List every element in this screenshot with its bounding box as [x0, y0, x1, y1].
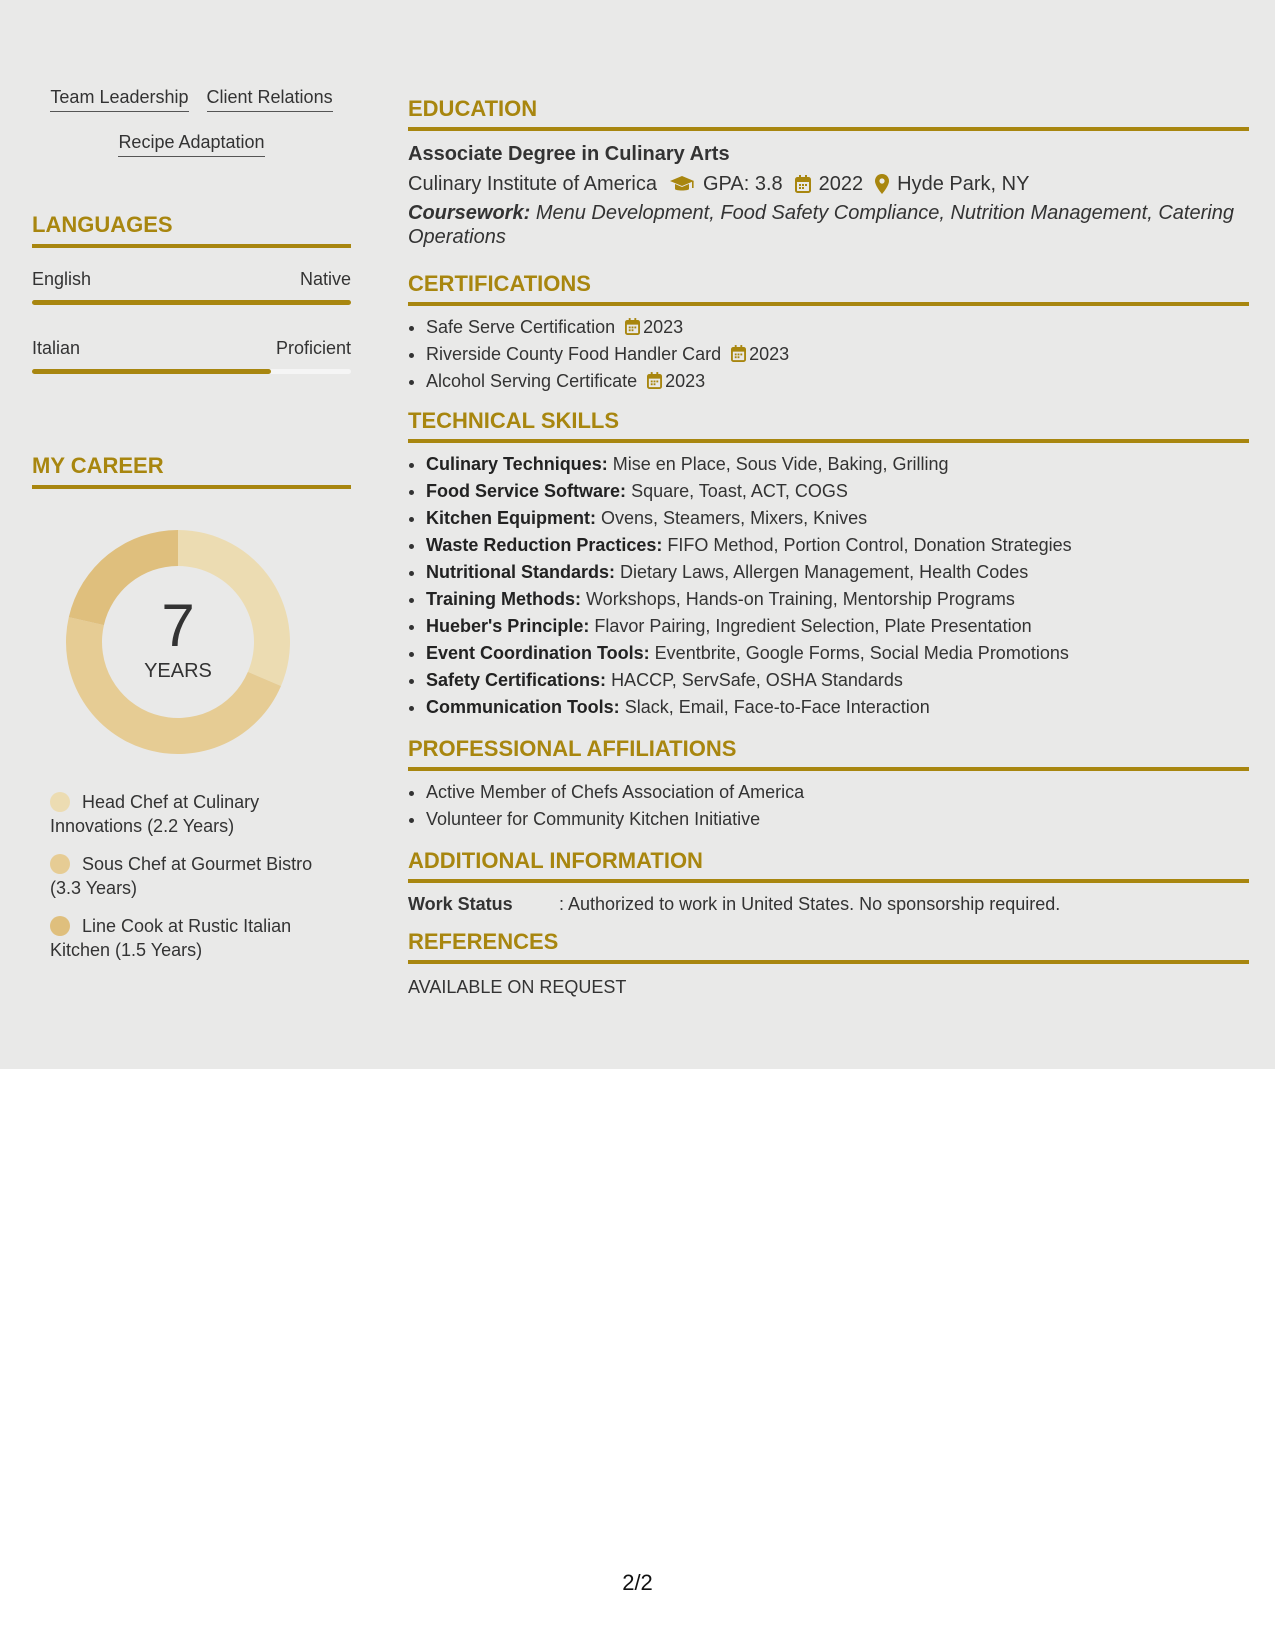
skill-label: Communication Tools:	[426, 697, 620, 717]
donut-center	[66, 530, 290, 754]
language-level: Native	[299, 269, 351, 289]
skill-value: Slack, Email, Face-to-Face Interaction	[624, 697, 930, 717]
legend-label: Sous Chef at Gourmet Bistro (3.3 Years)	[50, 854, 313, 898]
references-heading: REFERENCES	[408, 929, 1249, 964]
list-item	[426, 505, 1249, 532]
additional-info-heading: ADDITIONAL INFORMATION	[408, 848, 1249, 883]
skill-value: Flavor Pairing, Ingredient Selection, Plate Presentation	[594, 616, 1032, 636]
coursework-label: Coursework:	[408, 202, 531, 224]
list-item	[426, 667, 1249, 694]
list-item	[426, 341, 1249, 368]
language-name: Italian	[32, 338, 81, 358]
legend-item	[50, 790, 340, 838]
list-item	[426, 586, 1249, 613]
legend-item	[50, 914, 340, 962]
skill-label: Culinary Techniques:	[426, 454, 608, 474]
affiliations-section	[408, 736, 1249, 833]
language-item	[32, 337, 351, 374]
education-section	[408, 96, 1249, 249]
cert-name: Alcohol Serving Certificate	[426, 371, 638, 391]
cert-name: Riverside County Food Handler Card	[426, 344, 722, 364]
certifications-heading: CERTIFICATIONS	[408, 271, 1249, 306]
list-item	[426, 368, 1249, 395]
skill-value: Ovens, Steamers, Mixers, Knives	[601, 508, 868, 528]
skill-value: Mise en Place, Sous Vide, Baking, Grilling	[612, 454, 949, 474]
school-location: Hyde Park, NY	[897, 173, 1030, 195]
skill-tag: Team Leadership	[50, 86, 188, 112]
language-bar-fill	[32, 300, 351, 305]
skill-tag: Recipe Adaptation	[118, 131, 264, 157]
career-total-years: 7	[161, 591, 195, 659]
education-heading: EDUCATION	[408, 96, 1249, 131]
work-status-label: Work Status	[408, 894, 513, 914]
skill-value: HACCP, ServSafe, OSHA Standards	[611, 670, 903, 690]
calendar-icon	[647, 372, 662, 389]
list-item	[426, 613, 1249, 640]
languages-heading: LANGUAGES	[32, 212, 351, 248]
language-level: Proficient	[275, 338, 351, 358]
cert-year: 2023	[643, 317, 684, 337]
cert-year: 2023	[749, 344, 790, 364]
skill-label: Training Methods:	[426, 589, 581, 609]
language-bar-fill	[32, 369, 271, 374]
affiliations-heading: PROFESSIONAL AFFILIATIONS	[408, 736, 1249, 771]
list-item	[426, 640, 1249, 667]
career-donut-chart	[66, 530, 290, 754]
career-years-unit: YEARS	[144, 659, 212, 682]
work-status-row	[408, 893, 1249, 915]
school-name: Culinary Institute of America	[408, 173, 657, 195]
skill-label: Safety Certifications:	[426, 670, 607, 690]
skill-value: Square, Toast, ACT, COGS	[631, 481, 848, 501]
skill-tag: Client Relations	[207, 86, 333, 112]
references-section	[408, 929, 1249, 998]
skill-tags	[32, 86, 351, 176]
technical-skills-section	[408, 408, 1249, 721]
cert-year: 2023	[665, 371, 706, 391]
cert-name: Safe Serve Certification	[426, 317, 616, 337]
list-item	[426, 694, 1249, 721]
work-status-value: : Authorized to work in United States. No sponsorship required.	[559, 894, 1061, 914]
legend-dot	[50, 916, 70, 936]
skill-label: Event Coordination Tools:	[426, 643, 650, 663]
skill-value: FIFO Method, Portion Control, Donation Strategies	[667, 535, 1072, 555]
technical-skills-list	[408, 451, 1249, 721]
language-name: English	[32, 269, 92, 289]
language-item	[32, 268, 351, 305]
skill-label: Food Service Software:	[426, 481, 627, 501]
certifications-list	[408, 314, 1249, 395]
list-item	[426, 314, 1249, 341]
map-pin-icon	[875, 174, 889, 194]
affiliations-list	[408, 779, 1249, 833]
list-item	[426, 451, 1249, 478]
skill-label: Hueber's Principle:	[426, 616, 590, 636]
career-heading: MY CAREER	[32, 453, 351, 489]
additional-info-section	[408, 848, 1249, 915]
legend-item	[50, 852, 340, 900]
references-text: AVAILABLE ON REQUEST	[408, 977, 627, 997]
skill-label: Kitchen Equipment:	[426, 508, 596, 528]
degree-title: Associate Degree in Culinary Arts	[408, 143, 730, 165]
language-bar	[32, 369, 351, 374]
legend-dot	[50, 854, 70, 874]
calendar-icon	[625, 318, 640, 335]
legend-dot	[50, 792, 70, 812]
skill-value: Workshops, Hands-on Training, Mentorship Programs	[586, 589, 1015, 609]
coursework	[408, 201, 1249, 249]
list-item	[426, 559, 1249, 586]
list-item: • Volunteer for Community Kitchen Initiative	[426, 806, 1249, 833]
list-item: • Active Member of Chefs Association of America	[426, 779, 1249, 806]
school-line	[408, 171, 1249, 197]
certifications-section	[408, 271, 1249, 395]
technical-skills-heading: TECHNICAL SKILLS	[408, 408, 1249, 443]
language-bar	[32, 300, 351, 305]
skill-label: Waste Reduction Practices:	[426, 535, 663, 555]
coursework-text: Menu Development, Food Safety Compliance, Nutrition Management, Catering Operations	[408, 202, 1234, 248]
legend-label: Head Chef at Culinary Innovations (2.2 Years)	[50, 792, 260, 836]
graduation-year: 2022	[818, 173, 864, 195]
graduation-cap-icon	[669, 175, 695, 193]
skill-label: Nutritional Standards:	[426, 562, 616, 582]
list-item	[426, 532, 1249, 559]
skill-value: Eventbrite, Google Forms, Social Media Promotions	[654, 643, 1069, 663]
list-item	[426, 478, 1249, 505]
career-legend	[50, 790, 340, 976]
calendar-icon	[795, 175, 811, 193]
skill-value: Dietary Laws, Allergen Management, Health Codes	[620, 562, 1029, 582]
gpa: GPA: 3.8	[703, 173, 783, 195]
page-number: 2/2	[622, 1570, 653, 1595]
legend-label: Line Cook at Rustic Italian Kitchen (1.5 Years)	[50, 916, 292, 960]
calendar-icon	[731, 345, 746, 362]
